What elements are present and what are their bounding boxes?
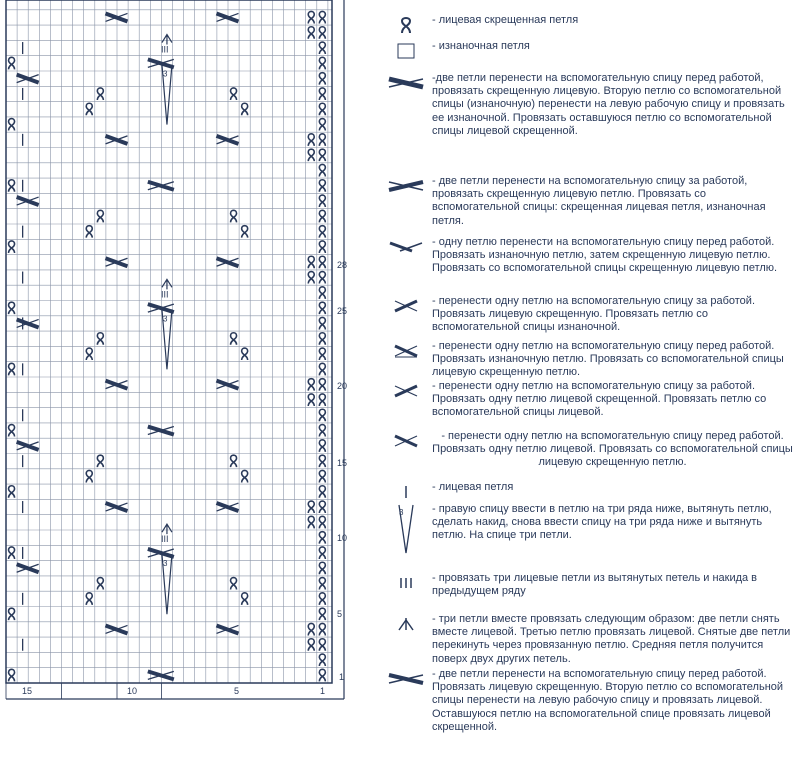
legend-cross-front-purl xyxy=(388,340,793,380)
twisted-knit-symbol xyxy=(319,134,325,146)
twisted-knit-symbol xyxy=(308,27,314,39)
knit-three-symbol: III xyxy=(160,44,169,55)
twisted-knit-symbol xyxy=(319,241,325,253)
twisted-knit-symbol xyxy=(319,42,325,54)
twisted-knit-symbol xyxy=(319,470,325,482)
pull-up-loop-icon xyxy=(388,503,424,555)
knit-three-icon xyxy=(388,572,424,594)
twisted-knit-symbol xyxy=(86,348,92,360)
three-together-icon xyxy=(388,613,424,635)
row-number-20: 20 xyxy=(337,381,348,391)
column-number-10: 10 xyxy=(127,686,138,696)
twisted-knit-symbol xyxy=(319,440,325,452)
chart-grid xyxy=(6,0,344,699)
cable-2-front-icon xyxy=(388,72,424,94)
twisted-knit-symbol xyxy=(319,654,325,666)
twisted-knit-symbol xyxy=(9,425,15,437)
twisted-knit-symbol xyxy=(319,57,325,69)
twisted-knit-symbol xyxy=(308,149,314,161)
legend-cable-1-front-purl xyxy=(388,236,793,276)
legend-text: - изнаночная петля xyxy=(432,40,530,52)
legend-text: - лицевая петля xyxy=(432,481,514,493)
knit-bar-icon xyxy=(388,481,424,503)
twisted-knit-symbol xyxy=(231,88,237,100)
twisted-knit-icon xyxy=(388,14,424,36)
row-number-10: 10 xyxy=(337,533,348,543)
twisted-knit-symbol xyxy=(308,394,314,406)
twisted-knit-symbol xyxy=(319,547,325,559)
knit-three-symbol: III xyxy=(160,534,169,545)
twisted-knit-symbol xyxy=(86,103,92,115)
twisted-knit-symbol xyxy=(319,103,325,115)
twisted-knit-symbol xyxy=(97,88,103,100)
twisted-knit-symbol xyxy=(319,578,325,590)
twisted-knit-symbol xyxy=(319,210,325,222)
three-together-symbol xyxy=(162,279,172,289)
cable-2-front-twisted-icon xyxy=(388,668,424,690)
twisted-knit-symbol xyxy=(319,486,325,498)
purl-square-icon xyxy=(388,40,424,62)
twisted-knit-symbol xyxy=(231,333,237,345)
twisted-knit-symbol xyxy=(319,27,325,39)
twisted-knit-symbol xyxy=(319,623,325,635)
twisted-knit-symbol xyxy=(97,333,103,345)
legend-text: - лицевая скрещенная петля xyxy=(432,14,579,26)
twisted-knit-symbol xyxy=(9,180,15,192)
legend-text: - две петли перенести на вспомогательную спицу за работой, провязать скрещенную лицевую петлю. Провязать со вспомогательной спицы: скрещенная лицевая петля, изнаночная петля. xyxy=(432,175,766,227)
twisted-knit-symbol xyxy=(308,272,314,284)
twisted-knit-symbol xyxy=(231,455,237,467)
twisted-knit-symbol xyxy=(319,88,325,100)
twisted-knit-symbol xyxy=(319,455,325,467)
legend-cross-front-knit xyxy=(388,430,793,470)
cross-front-knit-icon xyxy=(388,430,424,452)
three-together-symbol xyxy=(162,35,172,45)
row-number-28: 28 xyxy=(337,260,348,270)
twisted-knit-symbol xyxy=(319,501,325,513)
column-number-5: 5 xyxy=(234,686,240,696)
twisted-knit-symbol xyxy=(9,302,15,314)
legend-text: - провязать три лицевые петли из вытянутых петель и накида в предыдущем ряду xyxy=(432,572,758,598)
legend-twisted-knit xyxy=(388,14,793,36)
twisted-knit-symbol xyxy=(97,578,103,590)
twisted-knit-symbol xyxy=(308,379,314,391)
twisted-knit-symbol xyxy=(319,287,325,299)
twisted-knit-symbol xyxy=(231,210,237,222)
twisted-knit-symbol xyxy=(9,486,15,498)
legend-three-together xyxy=(388,613,793,666)
twisted-knit-symbol xyxy=(97,210,103,222)
cross-back-knit-icon xyxy=(388,380,424,402)
twisted-knit-symbol xyxy=(86,470,92,482)
chart-symbols xyxy=(9,0,326,681)
legend-cable-2-front-twisted xyxy=(388,668,793,734)
twisted-knit-symbol xyxy=(319,256,325,268)
twisted-knit-symbol xyxy=(308,256,314,268)
twisted-knit-symbol xyxy=(231,578,237,590)
column-number-1: 1 xyxy=(320,686,326,696)
twisted-knit-symbol xyxy=(308,516,314,528)
twisted-knit-symbol xyxy=(308,639,314,651)
twisted-knit-symbol xyxy=(9,57,15,69)
legend-text: - три петли вместе провязать следующим образом: две петли снять вместе лицевой. Третью петлю провязать лицевой. Снятые две петли перекинуть через провязанную петлю. Средняя петля получится поверх двух других петель. xyxy=(432,613,791,665)
legend-purl xyxy=(388,40,793,62)
legend-text: -две петли перенести на вспомогательную спицу перед работой, провязать скрещенную лицевую. Вторую петлю со вспомогательной спицы (изнаночную) перенести на левую рабочую спицу и провязать ее изнаночной. Провязать оставшуюся петлю со вспомогательной спицы лицевой скрещенной. xyxy=(432,72,785,137)
twisted-knit-symbol xyxy=(319,593,325,605)
twisted-knit-symbol xyxy=(319,516,325,528)
legend-cable-2-back xyxy=(388,175,793,228)
legend-cable-2-front xyxy=(388,72,793,138)
legend-cross-back-knit xyxy=(388,380,793,420)
legend-knit xyxy=(388,481,793,503)
twisted-knit-symbol xyxy=(319,409,325,421)
twisted-knit-symbol xyxy=(319,379,325,391)
twisted-knit-symbol xyxy=(319,149,325,161)
twisted-knit-symbol xyxy=(9,241,15,253)
twisted-knit-symbol xyxy=(319,226,325,238)
twisted-knit-symbol xyxy=(319,302,325,314)
twisted-knit-symbol xyxy=(97,455,103,467)
twisted-knit-symbol xyxy=(308,501,314,513)
twisted-knit-symbol xyxy=(9,547,15,559)
twisted-knit-symbol xyxy=(242,103,248,115)
legend-text: - две петли перенести на вспомогательную спицу перед работой. Провязать лицевую скрещенную. Вторую петлю со вспомогательной спицы перенести на левую рабочую спицу и провязать лицевой. Оставшуюся петлю на вспомогательной спице провязать лицевой скрещенной. xyxy=(432,668,784,733)
legend-text: - правую спицу ввести в петлю на три ряда ниже, вытянуть петлю, сделать накид, снова ввести спицу на три ряда ниже и вытянуть петлю. На спице три петли. xyxy=(432,503,772,542)
row-number-1: 1 xyxy=(339,672,345,682)
twisted-knit-symbol xyxy=(319,639,325,651)
twisted-knit-symbol xyxy=(319,333,325,345)
twisted-knit-symbol xyxy=(86,593,92,605)
cable-1-front-purl-icon xyxy=(388,236,424,258)
twisted-knit-symbol xyxy=(86,226,92,238)
twisted-knit-symbol xyxy=(9,119,15,131)
knitting-chart xyxy=(0,0,348,700)
cable-2-back-icon xyxy=(388,175,424,197)
twisted-knit-symbol xyxy=(319,394,325,406)
twisted-knit-symbol xyxy=(319,272,325,284)
svg-text:3: 3 xyxy=(399,508,404,517)
twisted-knit-symbol xyxy=(308,11,314,23)
twisted-knit-symbol xyxy=(242,226,248,238)
twisted-knit-symbol xyxy=(319,348,325,360)
twisted-knit-symbol xyxy=(9,669,15,681)
twisted-knit-symbol xyxy=(9,608,15,620)
legend-text: - перенести одну петлю на вспомогательную спицу перед работой. Провязать одну петлю лицевой. Провязать со вспомогательной спицы лицевую скрещенную петлю. xyxy=(432,430,793,469)
twisted-knit-symbol xyxy=(319,425,325,437)
twisted-knit-symbol xyxy=(319,317,325,329)
column-number-15: 15 xyxy=(22,686,33,696)
legend-cross-back-purl xyxy=(388,295,793,335)
skip-three-label: 3 xyxy=(162,559,168,569)
knit-three-symbol: III xyxy=(160,289,169,300)
legend-text: - перенести одну петлю на вспомогательную спицу перед работой. Провязать изнаночную петлю. Провязать со вспомогательной спицы лицевую скрещенную петлю. xyxy=(432,340,784,379)
twisted-knit-symbol xyxy=(319,119,325,131)
skip-three-label: 3 xyxy=(162,314,168,324)
twisted-knit-symbol xyxy=(308,134,314,146)
twisted-knit-symbol xyxy=(242,470,248,482)
legend-text: - перенести одну петлю на вспомогательную спицу за работой. Провязать лицевую скрещенную. Провязать петлю со вспомогательной спицы изнаночной. xyxy=(432,295,756,334)
row-number-25: 25 xyxy=(337,306,348,316)
twisted-knit-symbol xyxy=(242,348,248,360)
twisted-knit-symbol xyxy=(319,73,325,85)
legend-text: - одну петлю перенести на вспомогательную спицу перед работой. Провязать изнаночную петлю, затем скрещенную лицевую петлю. Провязать со вспомогательной спицы скрещенную лицевую петлю. xyxy=(432,236,778,275)
twisted-knit-symbol xyxy=(9,363,15,375)
cross-front-purl-icon xyxy=(388,340,424,362)
row-number-15: 15 xyxy=(337,458,348,468)
legend-pull-up-loop xyxy=(388,503,793,555)
legend-text: - перенести одну петлю на вспомогательную спицу за работой. Провязать одну петлю лицевой скрещенной. Провязать петлю со вспомогательной спицы лицевой. xyxy=(432,380,767,419)
twisted-knit-symbol xyxy=(319,532,325,544)
twisted-knit-symbol xyxy=(319,608,325,620)
twisted-knit-symbol xyxy=(319,363,325,375)
legend-knit-three xyxy=(388,572,793,598)
twisted-knit-symbol xyxy=(319,180,325,192)
twisted-knit-symbol xyxy=(319,195,325,207)
twisted-knit-symbol xyxy=(319,562,325,574)
three-together-symbol xyxy=(162,524,172,534)
twisted-knit-symbol xyxy=(319,669,325,681)
twisted-knit-symbol xyxy=(319,164,325,176)
row-number-5: 5 xyxy=(337,609,343,619)
cross-back-purl-icon xyxy=(388,295,424,317)
skip-three-label: 3 xyxy=(162,69,168,79)
twisted-knit-symbol xyxy=(242,593,248,605)
twisted-knit-symbol xyxy=(308,623,314,635)
twisted-knit-symbol xyxy=(319,11,325,23)
